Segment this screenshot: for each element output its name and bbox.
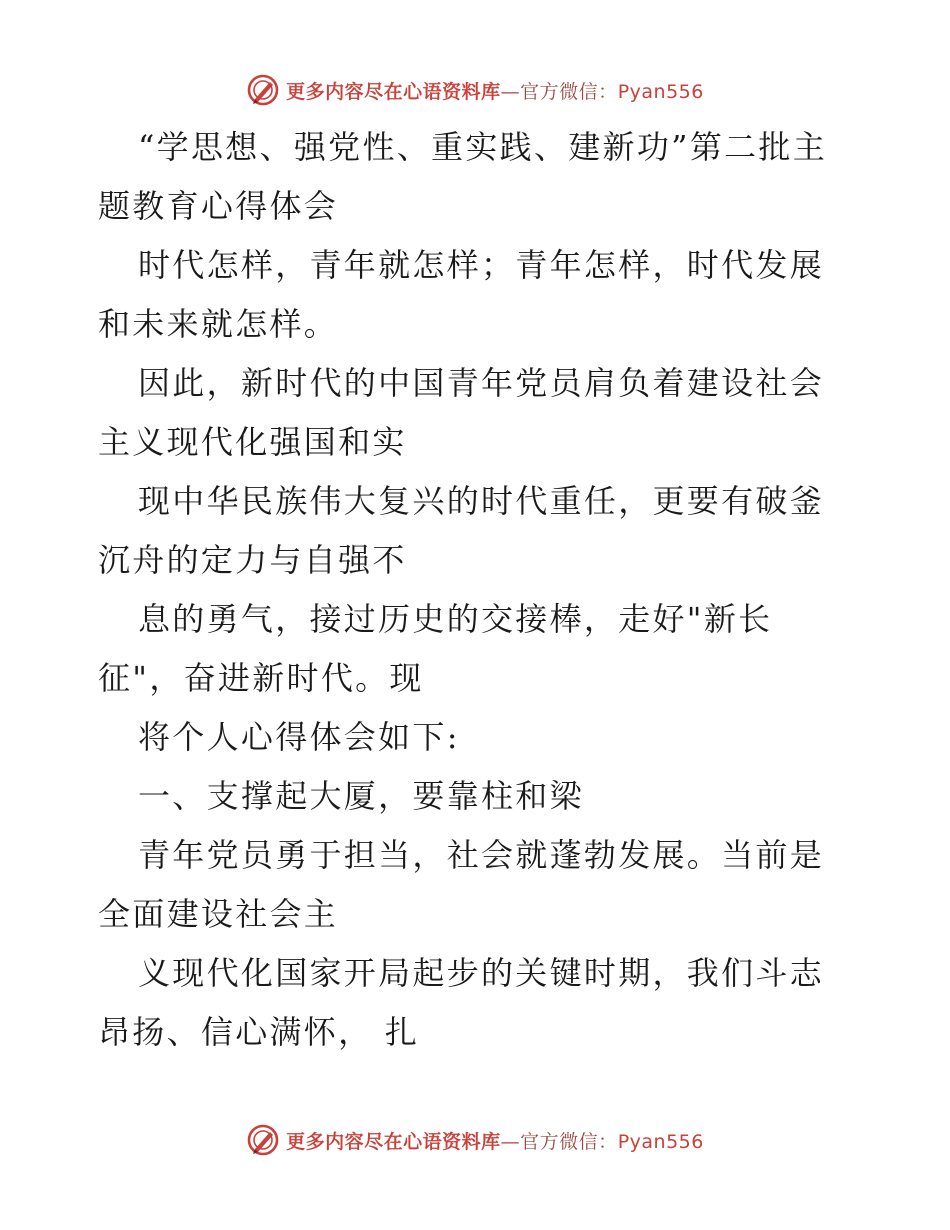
paragraph: 青年党员勇于担当，社会就蓬勃发展。当前是全面建设社会主 xyxy=(98,836,825,933)
pen-logo-icon xyxy=(246,1123,280,1157)
paragraph: 将个人心得体会如下: xyxy=(138,718,460,756)
footer-watermark xyxy=(0,1120,950,1160)
paragraph: 息的勇气，接过历史的交接棒，走好"新长征"，奋进新时代。现 xyxy=(98,600,773,697)
watermark-site: 更多内容尽在心语资料库 xyxy=(286,1130,501,1153)
watermark-official: 官方微信： xyxy=(520,1130,618,1153)
paragraph: 义现代化国家开局起步的关键时期，我们斗志昂扬、信心满怀， 扎 xyxy=(98,954,825,1051)
watermark-sep: — xyxy=(500,80,521,103)
watermark-site: 更多内容尽在心语资料库 xyxy=(286,80,501,103)
document-body xyxy=(98,118,858,1062)
paragraph: 时代怎样，青年就怎样；青年怎样，时代发展和未来就怎样。 xyxy=(98,246,825,343)
header-watermark xyxy=(0,70,950,110)
watermark-official: 官方微信： xyxy=(520,80,618,103)
watermark-id: Pyan556 xyxy=(617,80,704,103)
paragraph: 因此，新时代的中国青年党员肩负着建设社会主义现代化强国和实 xyxy=(98,364,825,461)
paragraph: 现中华民族伟大复兴的时代重任，更要有破釜沉舟的定力与自强不 xyxy=(98,482,825,579)
watermark-sep: — xyxy=(500,1130,521,1153)
section-heading: 一、支撑起大厦，要靠柱和梁 xyxy=(138,777,584,815)
watermark-id: Pyan556 xyxy=(617,1130,704,1153)
pen-logo-icon xyxy=(246,73,280,107)
document-title: “学思想、强党性、重实践、建新功”第二批主题教育心得体会 xyxy=(98,128,828,225)
